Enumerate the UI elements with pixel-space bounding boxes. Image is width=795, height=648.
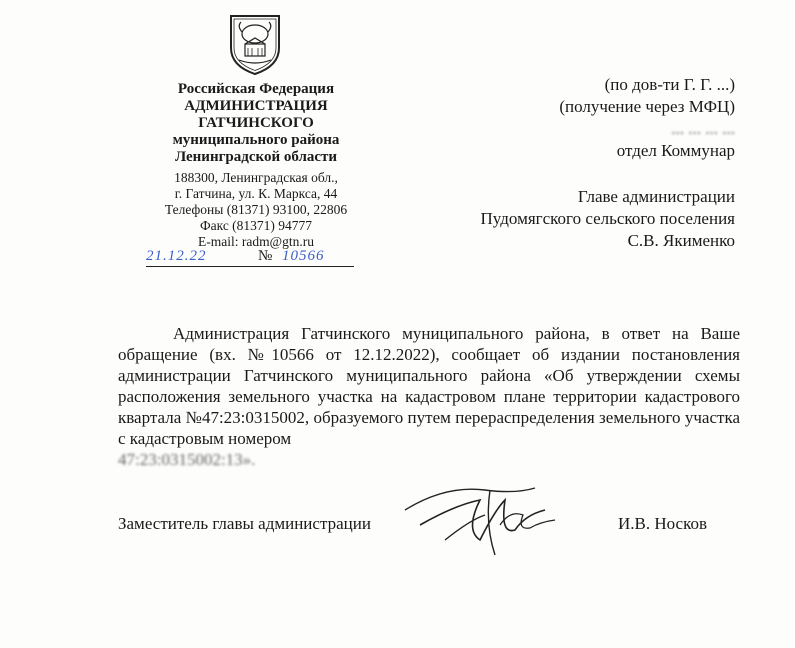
coat-of-arms-icon	[225, 12, 285, 76]
routing-line4: отдел Коммунар	[616, 141, 735, 160]
signer-name: И.В. Носков	[617, 514, 707, 533]
registration-underline	[146, 266, 354, 267]
letterhead-org-line1: АДМИНИСТРАЦИЯ	[184, 98, 328, 114]
letterhead-org-line3: муниципального района	[172, 132, 340, 148]
letter-body-tail: 47:23:0315002:13».	[118, 450, 256, 469]
letterhead-address2: г. Гатчина, ул. К. Маркса, 44	[174, 186, 338, 201]
registration-date: 21.12.22	[146, 248, 207, 264]
addressee-line1: Главе администрации	[577, 187, 735, 206]
letter-body-paragraph: Администрация Гатчинского муниципального района, в ответ на Ваше обращение (вх. №10566 от 12.12.2022), сообщает об издании постановления администрации Гатчинского муниципального района «Об утверждении схемы расположения земельного участка на кадастровом плане территории кадастрового квартала №47:23:0315002, образуемого путем перераспределения земельного участка с кадастровым номером	[118, 324, 740, 448]
addressee-line2: Пудомягского сельского поселения	[480, 209, 735, 228]
letterhead-email: E-mail: radm@gtn.ru	[198, 234, 314, 249]
letterhead-fax: Факс (81371) 94777	[199, 218, 313, 233]
handwritten-signature-icon	[385, 470, 585, 570]
letterhead-address1: 188300, Ленинградская обл.,	[174, 170, 338, 185]
routing-line2: (получение через МФЦ)	[559, 97, 735, 116]
letterhead-country: Российская Федерация	[177, 81, 335, 97]
routing-line1: (по дов-ти Г. Г. ...)	[604, 75, 735, 94]
letter-body	[118, 323, 740, 470]
letterhead-phones: Телефоны (81371) 93100, 22806	[164, 202, 348, 217]
letterhead-org-line4: Ленинградской области	[174, 149, 338, 165]
letterhead-org-line2: ГАТЧИНСКОГО	[198, 115, 314, 131]
registration-number-label: №	[258, 248, 273, 264]
registration-number: 10566	[282, 248, 325, 264]
routing-line3: ... ... ... ...	[671, 119, 735, 138]
addressee-line3: С.В. Якименко	[627, 231, 735, 250]
signer-title: Заместитель главы администрации	[118, 514, 371, 533]
